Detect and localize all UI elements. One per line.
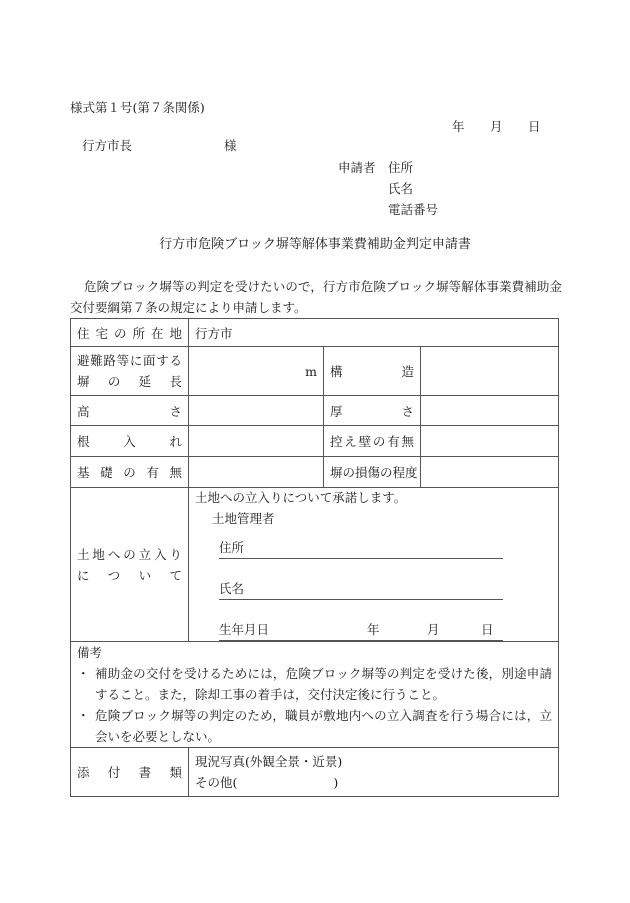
addressee-honorific: 様 bbox=[224, 138, 237, 153]
thickness-value[interactable] bbox=[421, 396, 559, 426]
attachment-other-prefix: その他( bbox=[195, 775, 238, 790]
consent-dob-month-label: 月 bbox=[427, 622, 440, 637]
notes-cell bbox=[71, 642, 559, 748]
attachment-other-line[interactable] bbox=[195, 772, 552, 793]
note-item bbox=[77, 705, 552, 747]
intro-paragraph: 危険ブロック塀等の判定を受けたいので，行方市危険ブロック塀等解体事業費補助金交付要綱第７条の規定により申請します。 bbox=[70, 279, 562, 315]
consent-label bbox=[71, 488, 189, 642]
attachment-photo-line: 現況写真(外観全景・近景) bbox=[195, 754, 343, 769]
consent-dob-day-label: 日 bbox=[481, 622, 494, 637]
note-bullet-icon: ・ bbox=[77, 665, 90, 681]
applicant-phone-label: 電話番号 bbox=[388, 202, 439, 217]
structure-label: 構造 bbox=[324, 347, 421, 396]
consent-label-line2: について bbox=[77, 567, 182, 583]
consent-name-field[interactable] bbox=[219, 579, 503, 600]
table-row-height bbox=[71, 396, 559, 426]
consent-manager-label: 土地管理者 bbox=[212, 511, 275, 526]
date-year-label: 年 bbox=[452, 119, 465, 134]
consent-label-line1: 土地への立入り bbox=[77, 546, 182, 562]
note-item bbox=[77, 663, 552, 705]
table-row-location bbox=[71, 319, 559, 347]
wall-length-label-line1: 避難路等に面する bbox=[77, 353, 182, 368]
note-text: 補助金の交付を受けるためには，危険ブロック塀等の判定を受けた後，別途申請すること。また，除却工事の着手は，交付決定後に行うこと。 bbox=[95, 665, 553, 702]
table-row-foundation bbox=[71, 457, 559, 488]
page-title: 行方市危険ブロック塀等解体事業費補助金判定申請書 bbox=[159, 237, 471, 252]
note-bullet-icon: ・ bbox=[77, 707, 90, 723]
attachments-label: 添付書類 bbox=[71, 748, 189, 797]
table-row-wall-length bbox=[71, 347, 559, 396]
applicant-name-label: 氏名 bbox=[388, 181, 414, 196]
consent-address-label: 住所 bbox=[219, 540, 245, 555]
applicant-address-row bbox=[338, 157, 438, 178]
attachment-other-suffix: ) bbox=[333, 775, 339, 790]
notes-title: 備考 bbox=[77, 644, 103, 660]
note-text: 危険ブロック塀等の判定のため，職員が敷地内への立入調査を行う場合には，立会いを必要としない。 bbox=[95, 707, 553, 744]
table-row-consent bbox=[71, 488, 559, 642]
height-value[interactable] bbox=[189, 396, 324, 426]
buttress-label: 控え壁の有無 bbox=[324, 426, 421, 457]
damage-value[interactable] bbox=[421, 457, 559, 488]
applicant-block bbox=[338, 157, 438, 220]
date-day-label: 日 bbox=[528, 119, 541, 134]
table-row-attachments bbox=[71, 748, 559, 797]
consent-address-field[interactable] bbox=[219, 538, 503, 559]
wall-length-label bbox=[71, 347, 189, 396]
consent-lead-text: 土地への立入りについて承諾します。 bbox=[195, 490, 407, 505]
addressee-name: 行方市長 bbox=[82, 138, 133, 153]
wall-length-value[interactable]: m bbox=[189, 347, 324, 396]
foundation-value[interactable] bbox=[189, 457, 324, 488]
applicant-address-label: 住所 bbox=[388, 160, 414, 175]
applicant-phone-row bbox=[338, 199, 438, 220]
date-month-label: 月 bbox=[490, 119, 503, 134]
table-row-notes bbox=[71, 642, 559, 748]
consent-dob-label: 生年月日 bbox=[219, 622, 270, 637]
form-number: 様式第１号(第７条関係) bbox=[70, 100, 205, 115]
thickness-label: 厚さ bbox=[324, 396, 421, 426]
structure-value[interactable] bbox=[421, 347, 559, 396]
embedment-value[interactable] bbox=[189, 426, 324, 457]
date-line bbox=[452, 117, 541, 135]
consent-dob-field[interactable] bbox=[219, 620, 503, 641]
location-label: 住宅の所在地 bbox=[71, 319, 189, 347]
table-row-embedment bbox=[71, 426, 559, 457]
consent-body bbox=[189, 488, 559, 642]
addressee bbox=[82, 136, 237, 154]
buttress-value[interactable] bbox=[421, 426, 559, 457]
consent-name-label: 氏名 bbox=[219, 581, 245, 596]
attachments-body bbox=[189, 748, 559, 797]
consent-dob-year-label: 年 bbox=[367, 622, 380, 637]
foundation-label: 基礎の有無 bbox=[71, 457, 189, 488]
wall-length-label-line2: 塀の延長 bbox=[77, 374, 182, 389]
applicant-name-row bbox=[338, 178, 438, 199]
height-label: 高さ bbox=[71, 396, 189, 426]
location-value[interactable]: 行方市 bbox=[189, 319, 559, 347]
embedment-label: 根入れ bbox=[71, 426, 189, 457]
application-table bbox=[70, 318, 559, 797]
damage-label: 塀の損傷の程度 bbox=[324, 457, 421, 488]
applicant-tag: 申請者 bbox=[338, 160, 376, 175]
